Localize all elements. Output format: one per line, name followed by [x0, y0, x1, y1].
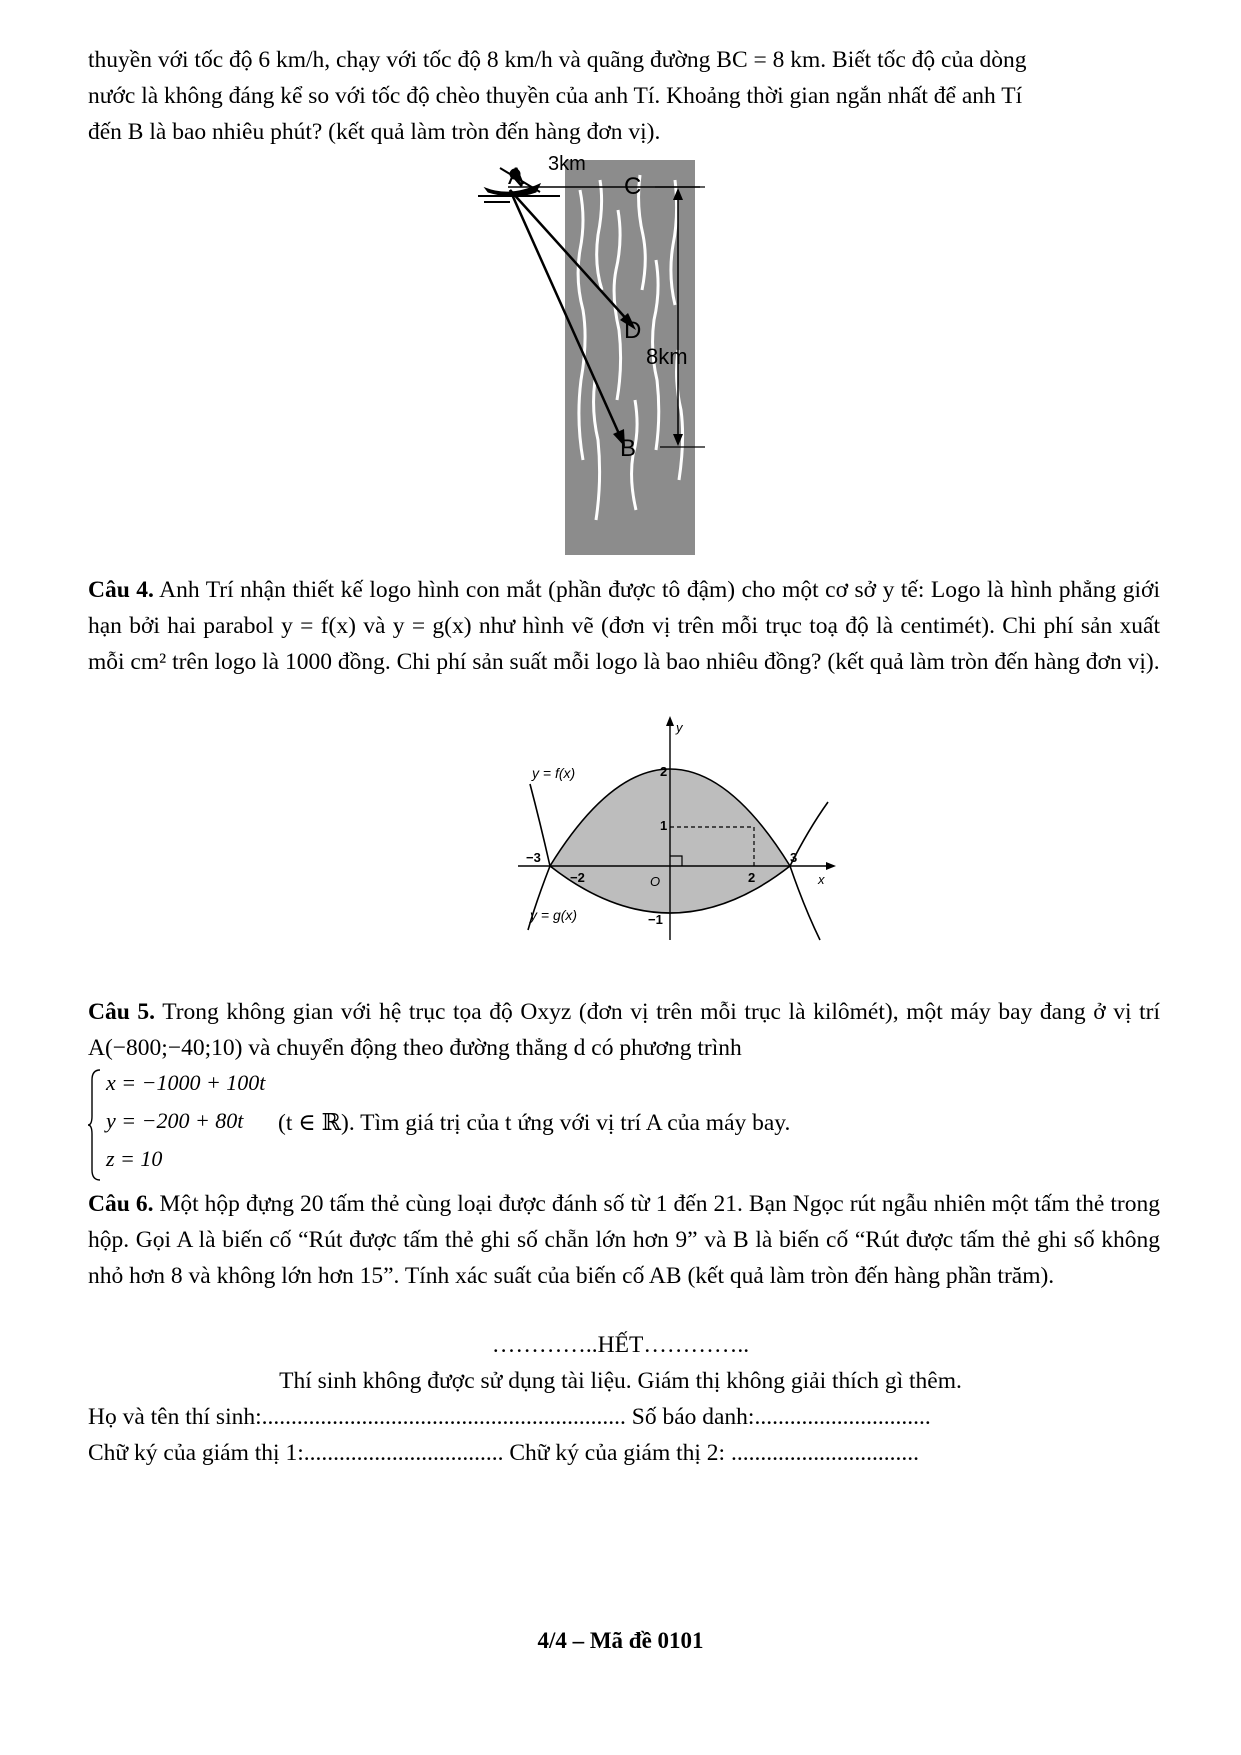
f-label: y = f(x) [532, 765, 576, 781]
equation-y: y = −200 + 80t [106, 1108, 244, 1133]
label-B: B [620, 435, 637, 462]
question-4-title: Câu 4. [88, 577, 154, 603]
intro-line-2: nước là không đáng kể so với tốc độ chèo thuyền của anh Tí. Khoảng thời gian ngắn nhất để anh Tí [88, 83, 1023, 109]
proctor-signature-line: Chữ ký của giám thị 1:.................................. Chữ ký của giám thị 2: ................................ [88, 1440, 919, 1466]
tick-neg1-y: −1 [648, 912, 663, 927]
exam-note: Thí sinh không được sử dụng tài liệu. Giám thị không giải thích gì thêm. [279, 1368, 962, 1394]
tick-2-x: 2 [748, 870, 756, 885]
x-axis-label: x [818, 872, 825, 887]
intro-line-3: đến B là bao nhiêu phút? (kết quả làm tròn đến hàng đơn vị). [88, 119, 661, 145]
tick-neg2: −2 [570, 870, 585, 885]
equation-system [88, 1068, 1160, 1182]
label-A: A [508, 163, 525, 190]
y-axis-label: y [676, 720, 683, 735]
question-6-text: Một hộp đựng 20 tấm thẻ cùng loại được đánh số từ 1 đến 21. Bạn Ngọc rút ngẫu nhiên một tấm thẻ trong hộp. Gọi A là biến cố “Rút được tấm thẻ ghi số chẵn lớn hơn 9” và B là biến cố “Rút được tấm thẻ ghi số không nhỏ hơn 8 và không lớn hơn 15”. Tính xác suất của biến cố AB (kết quả làm tròn đến hàng phần trăm). [88, 1191, 1160, 1289]
g-label: y = g(x) [530, 907, 578, 923]
label-C: C [624, 173, 642, 200]
origin-label: O [650, 874, 661, 889]
question-5-text: Trong không gian với hệ trục tọa độ Oxyz (đơn vị trên mỗi trục là kilômét), một máy bay đang ở vị trí A(−800;−40;10) và chuyển động theo đường thẳng d có phương trình [88, 999, 1160, 1061]
question-4 [88, 572, 1160, 680]
question-5-title: Câu 5. [88, 999, 156, 1025]
page-footer: 4/4 – Mã đề 0101 [537, 1628, 704, 1653]
question-4-text: Anh Trí nhận thiết kế logo hình con mắt (phần được tô đậm) cho một cơ sở y tế: Logo là hình phẳng giới hạn bởi hai parabol y = f(x) và y = g(x) như hình vẽ (đơn vị trên mỗi trục toạ độ là centimét). Chi phí sản xuất mỗi cm² trên logo là 1000 đồng. Chi phí sản suất mỗi logo là bao nhiêu đồng? (kết quả làm tròn đến hàng đơn vị). [88, 577, 1160, 675]
question-6-title: Câu 6. [88, 1191, 154, 1217]
tick-2-y: 2 [660, 764, 668, 779]
label-3km: 3km [548, 153, 586, 175]
question-5 [88, 994, 1160, 1066]
intro-line-1: thuyền với tốc độ 6 km/h, chạy với tốc độ 8 km/h và quãng đường BC = 8 km. Biết tốc độ của dòng [88, 47, 1027, 73]
tick-3: 3 [790, 850, 798, 865]
end-marker: …………..HẾT………….. [491, 1332, 750, 1358]
label-D: D [624, 317, 642, 344]
label-8km: 8km [646, 344, 688, 369]
equation-z: z = 10 [106, 1146, 163, 1171]
question-5-tail: (t ∈ ℝ). Tìm giá trị của t ứng với vị trí A của máy bay. [278, 1110, 791, 1136]
eye-logo-figure [510, 712, 840, 944]
tick-1-y: 1 [660, 818, 668, 833]
question-6 [88, 1186, 1160, 1294]
river-figure [470, 150, 800, 560]
question-3-continuation [88, 42, 1160, 150]
candidate-name-line: Họ và tên thí sinh:.............................................................. Số báo danh:.............................. [88, 1404, 931, 1430]
left-brace [88, 1068, 102, 1182]
equation-x: x = −1000 + 100t [106, 1070, 266, 1095]
tick-neg3: −3 [526, 850, 541, 865]
